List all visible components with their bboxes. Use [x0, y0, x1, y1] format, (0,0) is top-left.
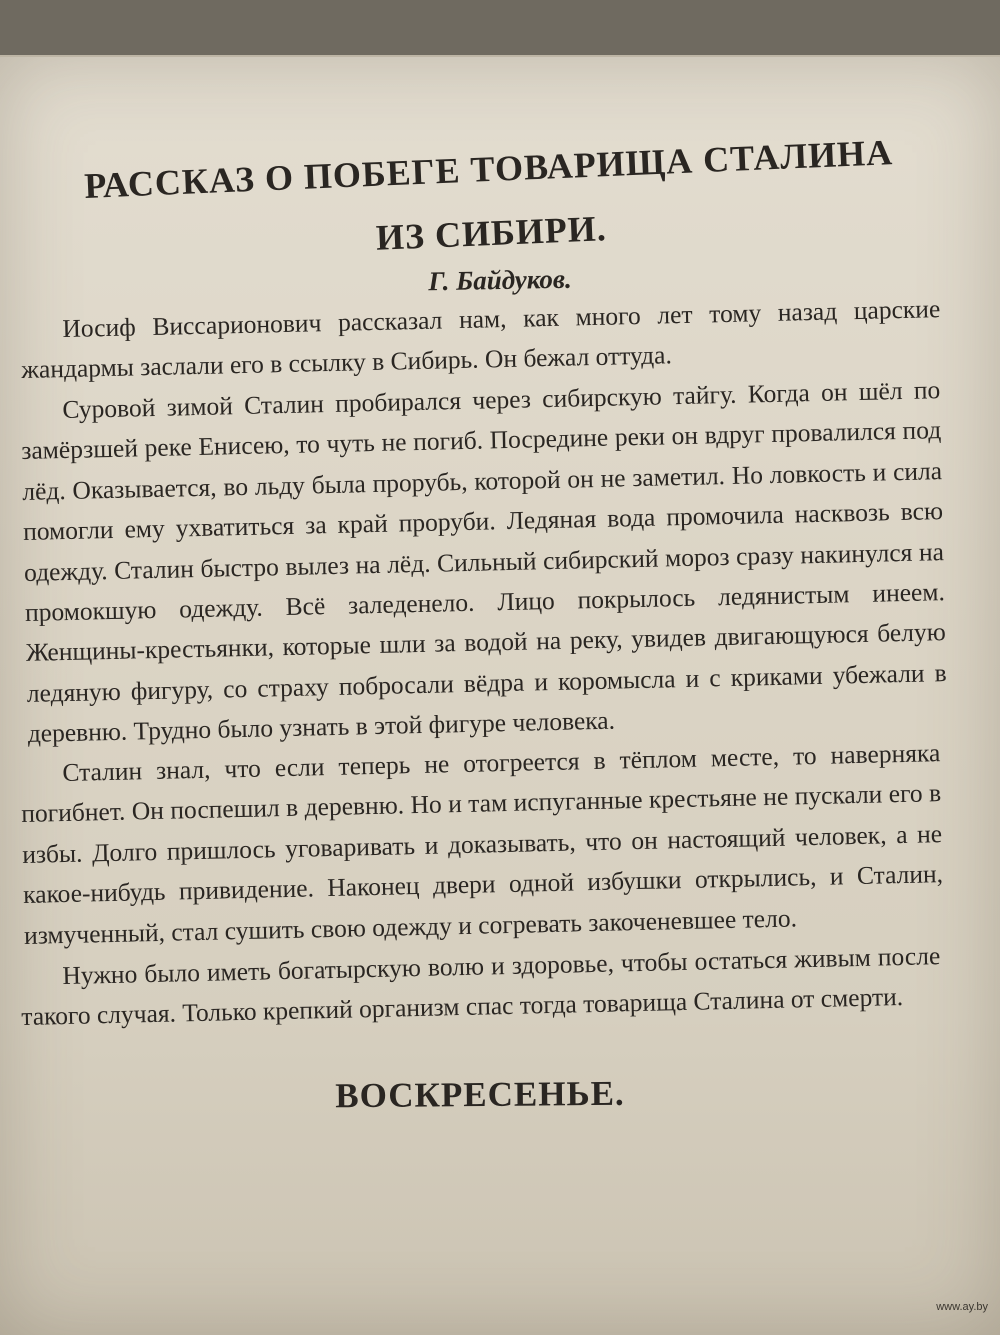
author-name: Г. Байдуков.	[428, 263, 572, 297]
paragraph-2: Суровой зимой Сталин пробирался через сибирскую тайгу. Когда он шёл по замёрзшей реке Енисею, то чуть не погиб. Посредине реки он вдруг провалился под лёд. Оказывается, во льду была прорубь, которой он не заметил. Но ловкость и сила помогли ему ухватиться за край проруби. Ледяная вода промочила насквозь всю одежду. Сталин быстро вылез на лёд. Сильный сибирский мороз сразу накинулся на промокшую одежду. Всё заледенело. Лицо покрылось ледянистым инеем. Женщины-крестьянки, которые шли за водой на реку, увидев двигающуюся белую ледяную фигуру, со страху побросали вёдра и коромысла и с криками убежали в деревню. Трудно было узнать в этой фигуре человека.	[21, 374, 947, 748]
paragraph-3: Сталин знал, что если теперь не отогреется в тёплом месте, то наверняка погибнет. Он поспешил в деревню. Но и там испуганные крестьяне не пускали его в избы. Долго пришлось уговаривать и доказывать, что он настоящий человек, а не какое-нибудь привидение. Наконец двери одной избушки открылись, и Сталин, измученный, стал сушить свою одежду и согревать закоченевшее тело.	[21, 738, 944, 951]
book-page	[0, 55, 1000, 1335]
title-line-1: РАССКАЗ О ПОБЕГЕ ТОВАРИЩА СТАЛИНА	[83, 132, 894, 206]
page-content	[20, 97, 947, 1116]
paragraph-1: Иосиф Виссарионович рассказал нам, как много лет тому назад царские жандармы заслали его в ссылку в Сибирь. Он бежал оттуда.	[21, 294, 941, 385]
paragraph-4: Нужно было иметь богатырскую волю и здоровье, чтобы остаться живым после такого случая. Только крепкий организм спас тогда товарища Сталина от смерти.	[21, 940, 941, 1031]
watermark: www.ay.by	[936, 1301, 988, 1313]
title-line-2: ИЗ СИБИРИ.	[375, 208, 608, 258]
next-section-title: ВОСКРЕСЕНЬЕ.	[335, 1074, 625, 1116]
